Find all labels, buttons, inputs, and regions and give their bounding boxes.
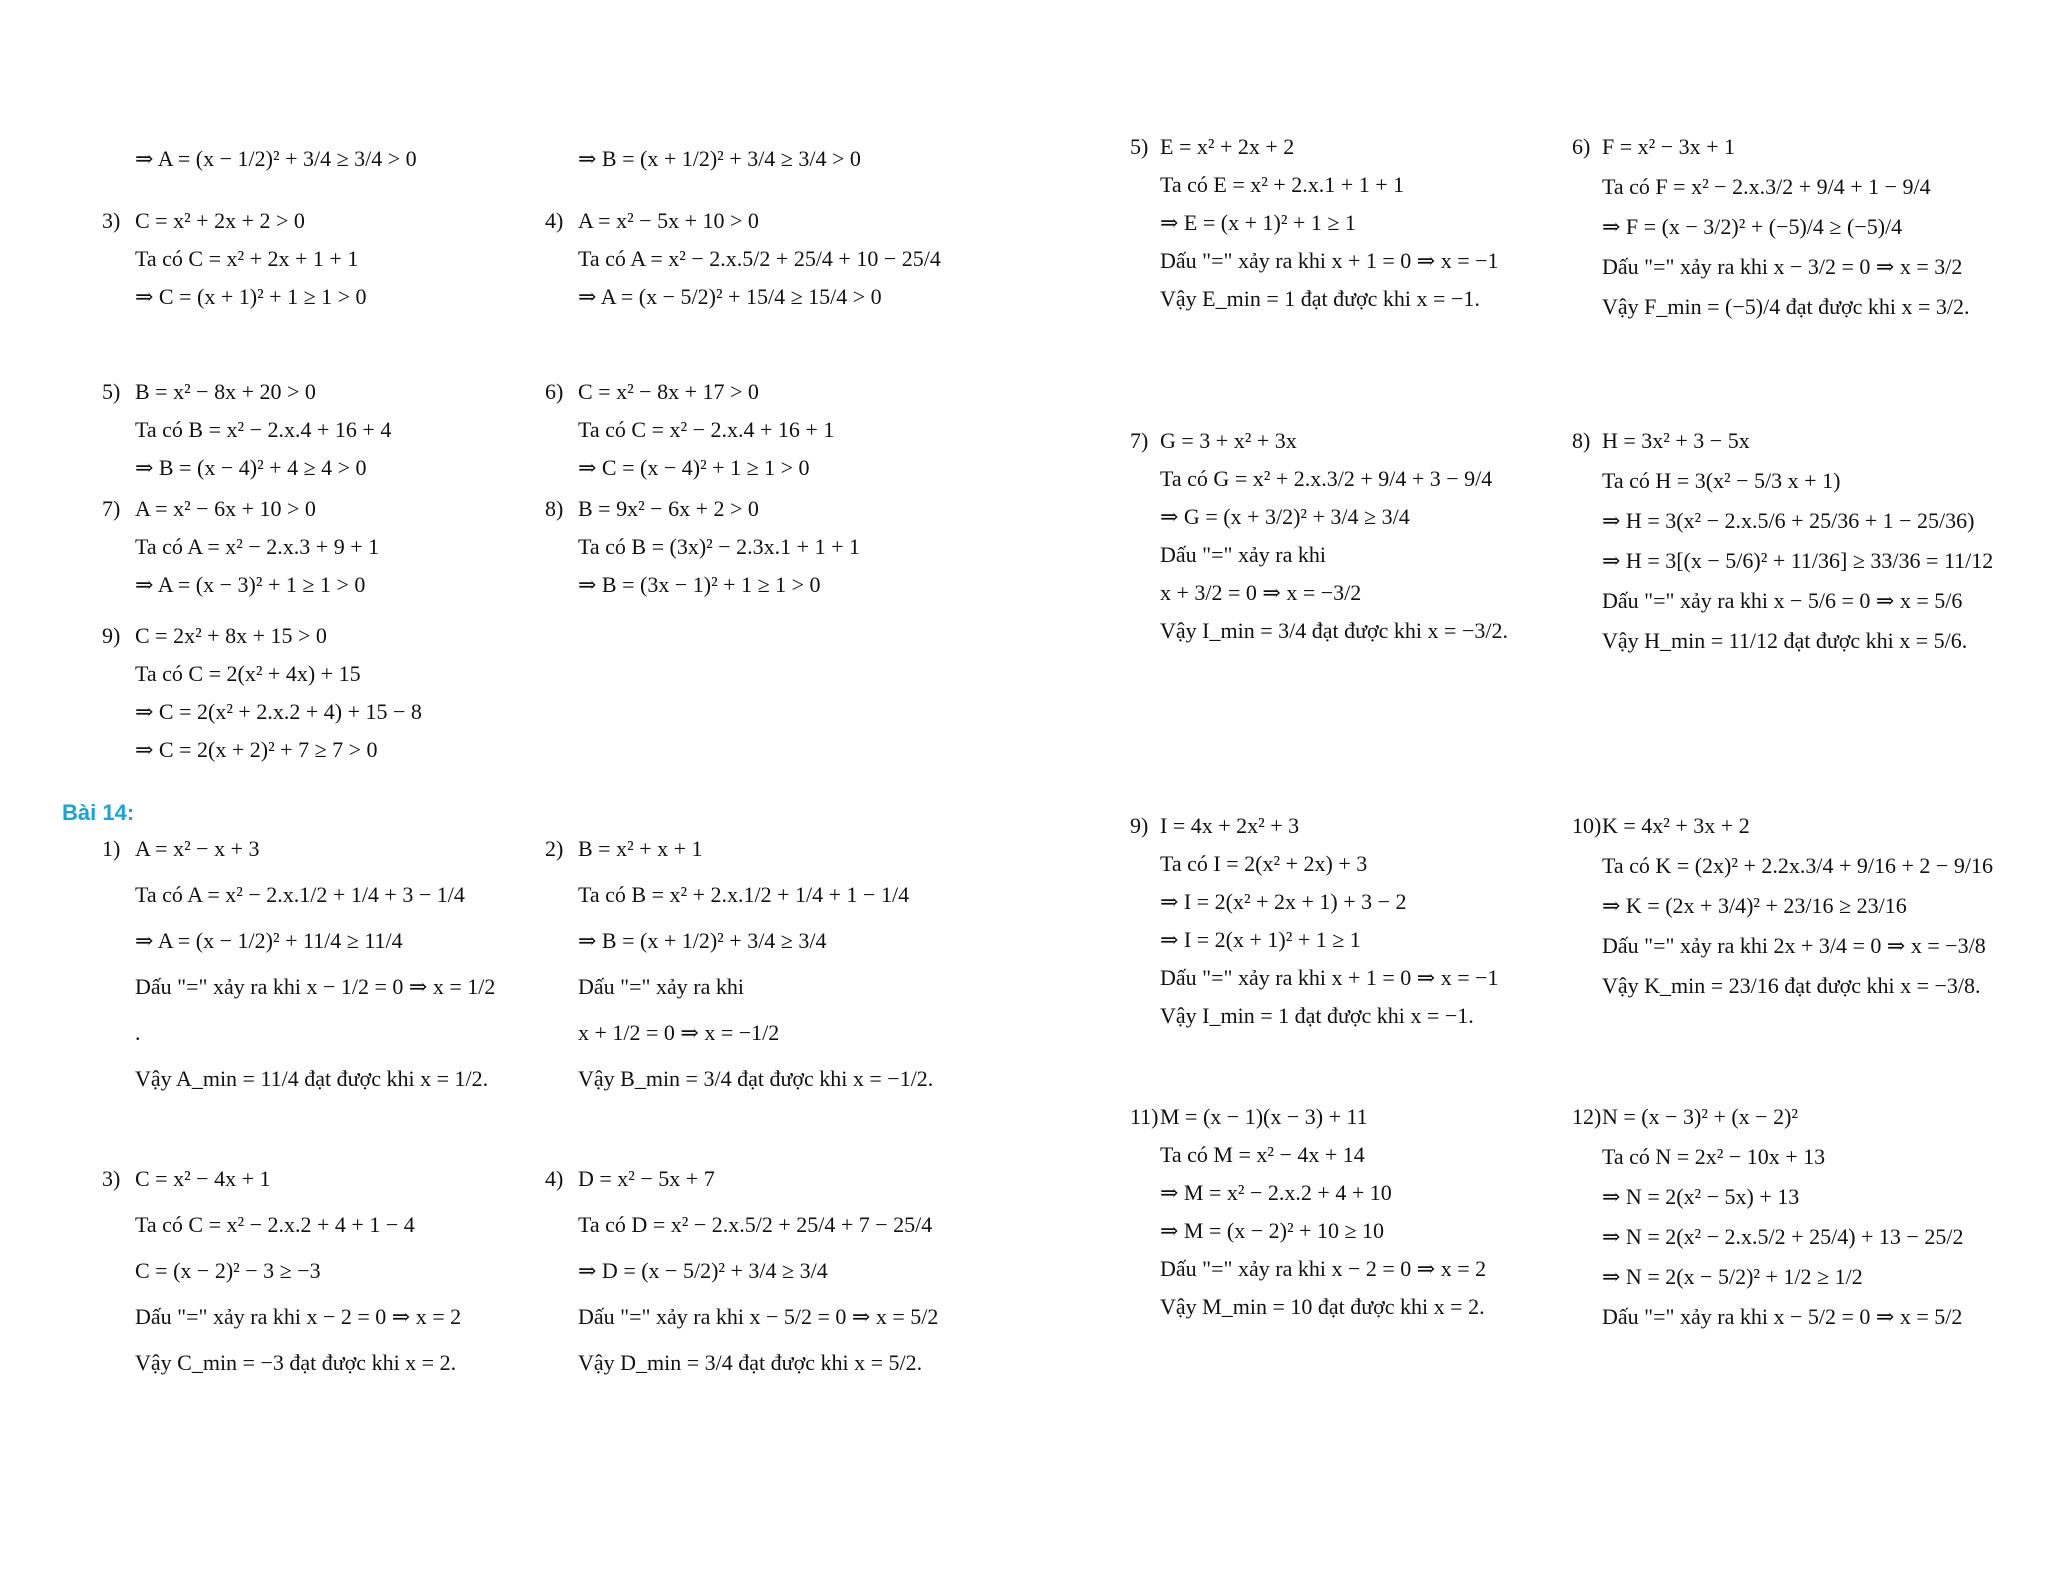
solution-line: Vậy E_min = 1 đạt được khi x = −1. <box>1160 286 1480 311</box>
solution-line: Vậy K_min = 23/16 đạt được khi x = −3/8. <box>1602 973 1981 998</box>
solution-line: ⇒ B = (x − 4)² + 4 ≥ 4 > 0 <box>135 455 367 480</box>
solution-line: ⇒ N = 2(x² − 5x) + 13 <box>1602 1184 1800 1209</box>
solution-line: Ta có C = x² + 2x + 1 + 1 <box>135 246 359 271</box>
solution-line: Dấu "=" xảy ra khi x + 1 = 0 ⇒ x = −1 <box>1160 965 1499 990</box>
problem-number: 5) <box>1130 134 1149 159</box>
solution-line: Ta có H = 3(x² − 5/3 x + 1) <box>1602 468 1841 493</box>
solution-line: Dấu "=" xảy ra khi x − 3/2 = 0 ⇒ x = 3/2 <box>1602 254 1963 279</box>
solution-line: Ta có B = x² + 2.x.1/2 + 1/4 + 1 − 1/4 <box>578 882 910 907</box>
solution-line: Ta có A = x² − 2.x.3 + 9 + 1 <box>135 534 380 559</box>
problem-expression: B = x² + x + 1 <box>578 836 703 861</box>
problem-number: 4) <box>545 208 564 233</box>
problem-expression: F = x² − 3x + 1 <box>1602 134 1736 159</box>
solution-line: Ta có K = (2x)² + 2.2x.3/4 + 9/16 + 2 − 9/16 <box>1602 853 1993 878</box>
solution-line: ⇒ I = 2(x² + 2x + 1) + 3 − 2 <box>1160 889 1407 914</box>
problem-expression: D = x² − 5x + 7 <box>578 1166 715 1191</box>
solution-line: Vậy H_min = 11/12 đạt được khi x = 5/6. <box>1602 628 1968 653</box>
solution-line: Ta có M = x² − 4x + 14 <box>1160 1142 1365 1167</box>
solution-line: Vậy M_min = 10 đạt được khi x = 2. <box>1160 1294 1485 1319</box>
problem-expression: ⇒ A = (x − 1/2)² + 3/4 ≥ 3/4 > 0 <box>135 146 417 171</box>
problem-number: 9) <box>1130 813 1149 838</box>
problem-expression: A = x² − 5x + 10 > 0 <box>578 208 759 233</box>
solution-line: Ta có D = x² − 2.x.5/2 + 25/4 + 7 − 25/4 <box>578 1212 933 1237</box>
solution-line: Ta có E = x² + 2.x.1 + 1 + 1 <box>1160 172 1405 197</box>
problem-number: 8) <box>545 496 564 521</box>
solution-line: Ta có G = x² + 2.x.3/2 + 9/4 + 3 − 9/4 <box>1160 466 1493 491</box>
solution-line: ⇒ E = (x + 1)² + 1 ≥ 1 <box>1160 210 1356 235</box>
solution-line: ⇒ C = (x − 4)² + 1 ≥ 1 > 0 <box>578 455 810 480</box>
solution-line: Vậy I_min = 3/4 đạt được khi x = −3/2. <box>1160 618 1508 643</box>
solution-line: ⇒ H = 3[(x − 5/6)² + 11/36] ≥ 33/36 = 11/12 <box>1602 548 1994 573</box>
solution-line: ⇒ M = x² − 2.x.2 + 4 + 10 <box>1160 1180 1392 1205</box>
problem-number: 10) <box>1572 813 1602 838</box>
section-heading: Bài 14: <box>62 800 135 825</box>
solution-line: ⇒ A = (x − 5/2)² + 15/4 ≥ 15/4 > 0 <box>578 284 882 309</box>
problem-number: 8) <box>1572 428 1591 453</box>
problem-number: 3) <box>102 208 121 233</box>
solution-line: Dấu "=" xảy ra khi x − 1/2 = 0 ⇒ x = 1/2 <box>135 974 496 999</box>
problem-expression: C = x² + 2x + 2 > 0 <box>135 208 305 233</box>
solution-line: C = (x − 2)² − 3 ≥ −3 <box>135 1258 321 1283</box>
problem-expression: E = x² + 2x + 2 <box>1160 134 1295 159</box>
problem-number: 12) <box>1572 1104 1602 1129</box>
solution-line: Ta có B = (3x)² − 2.3x.1 + 1 + 1 <box>578 534 860 559</box>
problem-number: 5) <box>102 379 121 404</box>
problem-number: 3) <box>102 1166 121 1191</box>
solution-line: ⇒ C = 2(x + 2)² + 7 ≥ 7 > 0 <box>135 737 378 762</box>
solution-line: Ta có C = x² − 2.x.2 + 4 + 1 − 4 <box>135 1212 415 1237</box>
solution-line: Vậy C_min = −3 đạt được khi x = 2. <box>135 1350 457 1375</box>
solution-line: Ta có N = 2x² − 10x + 13 <box>1602 1144 1826 1169</box>
problem-expression: M = (x − 1)(x − 3) + 11 <box>1160 1104 1368 1129</box>
solution-line: . <box>135 1020 141 1045</box>
solution-line: ⇒ C = (x + 1)² + 1 ≥ 1 > 0 <box>135 284 367 309</box>
problem-number: 4) <box>545 1166 564 1191</box>
problem-number: 2) <box>545 836 564 861</box>
problem-expression: B = x² − 8x + 20 > 0 <box>135 379 316 404</box>
solution-line: ⇒ K = (2x + 3/4)² + 23/16 ≥ 23/16 <box>1602 893 1907 918</box>
solution-line: ⇒ N = 2(x − 5/2)² + 1/2 ≥ 1/2 <box>1602 1264 1863 1289</box>
problem-expression: A = x² − x + 3 <box>135 836 260 861</box>
solution-line: ⇒ F = (x − 3/2)² + (−5)/4 ≥ (−5)/4 <box>1602 214 1903 239</box>
problem-expression: B = 9x² − 6x + 2 > 0 <box>578 496 759 521</box>
problem-number: 11) <box>1130 1104 1159 1129</box>
solution-line: ⇒ B = (x + 1/2)² + 3/4 ≥ 3/4 <box>578 928 827 953</box>
solution-line: Dấu "=" xảy ra khi x − 5/2 = 0 ⇒ x = 5/2 <box>578 1304 939 1329</box>
problem-expression: C = 2x² + 8x + 15 > 0 <box>135 623 327 648</box>
solution-line: Ta có B = x² − 2.x.4 + 16 + 4 <box>135 417 392 442</box>
solution-line: Ta có I = 2(x² + 2x) + 3 <box>1160 851 1368 876</box>
solution-line: Dấu "=" xảy ra khi x − 5/2 = 0 ⇒ x = 5/2 <box>1602 1304 1963 1329</box>
solution-line: Vậy B_min = 3/4 đạt được khi x = −1/2. <box>578 1066 934 1091</box>
problem-expression: ⇒ B = (x + 1/2)² + 3/4 ≥ 3/4 > 0 <box>578 146 861 171</box>
solution-line: ⇒ B = (3x − 1)² + 1 ≥ 1 > 0 <box>578 572 821 597</box>
solution-line: x + 1/2 = 0 ⇒ x = −1/2 <box>578 1020 780 1045</box>
solution-line: Vậy I_min = 1 đạt được khi x = −1. <box>1160 1003 1474 1028</box>
solution-line: Ta có F = x² − 2.x.3/2 + 9/4 + 1 − 9/4 <box>1602 174 1931 199</box>
solution-line: ⇒ N = 2(x² − 2.x.5/2 + 25/4) + 13 − 25/2 <box>1602 1224 1964 1249</box>
solution-line: Dấu "=" xảy ra khi <box>1160 542 1326 567</box>
problem-number: 6) <box>545 379 564 404</box>
solution-line: ⇒ D = (x − 5/2)² + 3/4 ≥ 3/4 <box>578 1258 828 1283</box>
problem-expression: G = 3 + x² + 3x <box>1160 428 1297 453</box>
solution-line: Dấu "=" xảy ra khi x − 2 = 0 ⇒ x = 2 <box>135 1304 462 1329</box>
solution-line: Vậy A_min = 11/4 đạt được khi x = 1/2. <box>135 1066 489 1091</box>
solution-line: Dấu "=" xảy ra khi 2x + 3/4 = 0 ⇒ x = −3/8 <box>1602 933 1986 958</box>
problem-expression: N = (x − 3)² + (x − 2)² <box>1602 1104 1799 1129</box>
problem-expression: C = x² − 8x + 17 > 0 <box>578 379 759 404</box>
solution-line: ⇒ G = (x + 3/2)² + 3/4 ≥ 3/4 <box>1160 504 1410 529</box>
problem-expression: C = x² − 4x + 1 <box>135 1166 271 1191</box>
solution-line: ⇒ I = 2(x + 1)² + 1 ≥ 1 <box>1160 927 1361 952</box>
problem-expression: H = 3x² + 3 − 5x <box>1602 428 1750 453</box>
solution-line: Ta có C = x² − 2.x.4 + 16 + 1 <box>578 417 835 442</box>
solution-line: Dấu "=" xảy ra khi x + 1 = 0 ⇒ x = −1 <box>1160 248 1499 273</box>
solution-line: Ta có A = x² − 2.x.1/2 + 1/4 + 3 − 1/4 <box>135 882 465 907</box>
solution-line: ⇒ M = (x − 2)² + 10 ≥ 10 <box>1160 1218 1385 1243</box>
solution-line: Dấu "=" xảy ra khi x − 2 = 0 ⇒ x = 2 <box>1160 1256 1487 1281</box>
solution-line: Vậy D_min = 3/4 đạt được khi x = 5/2. <box>578 1350 923 1375</box>
problem-number: 1) <box>102 836 121 861</box>
solution-line: Ta có C = 2(x² + 4x) + 15 <box>135 661 361 686</box>
problem-number: 9) <box>102 623 121 648</box>
problem-number: 7) <box>102 496 121 521</box>
problem-number: 7) <box>1130 428 1149 453</box>
solution-line: Dấu "=" xảy ra khi <box>578 974 744 999</box>
solution-line: Dấu "=" xảy ra khi x − 5/6 = 0 ⇒ x = 5/6 <box>1602 588 1963 613</box>
problem-expression: A = x² − 6x + 10 > 0 <box>135 496 316 521</box>
solution-line: Ta có A = x² − 2.x.5/2 + 25/4 + 10 − 25/4 <box>578 246 941 271</box>
solution-line: ⇒ C = 2(x² + 2.x.2 + 4) + 15 − 8 <box>135 699 422 724</box>
problem-number: 6) <box>1572 134 1591 159</box>
solution-line: ⇒ A = (x − 3)² + 1 ≥ 1 > 0 <box>135 572 366 597</box>
solution-line: ⇒ H = 3(x² − 2.x.5/6 + 25/36 + 1 − 25/36) <box>1602 508 1975 533</box>
problem-expression: K = 4x² + 3x + 2 <box>1602 813 1750 838</box>
solution-line: Vậy F_min = (−5)/4 đạt được khi x = 3/2. <box>1602 294 1970 319</box>
solution-line: x + 3/2 = 0 ⇒ x = −3/2 <box>1160 580 1362 605</box>
solution-line: ⇒ A = (x − 1/2)² + 11/4 ≥ 11/4 <box>135 928 403 953</box>
problem-expression: I = 4x + 2x² + 3 <box>1160 813 1300 838</box>
